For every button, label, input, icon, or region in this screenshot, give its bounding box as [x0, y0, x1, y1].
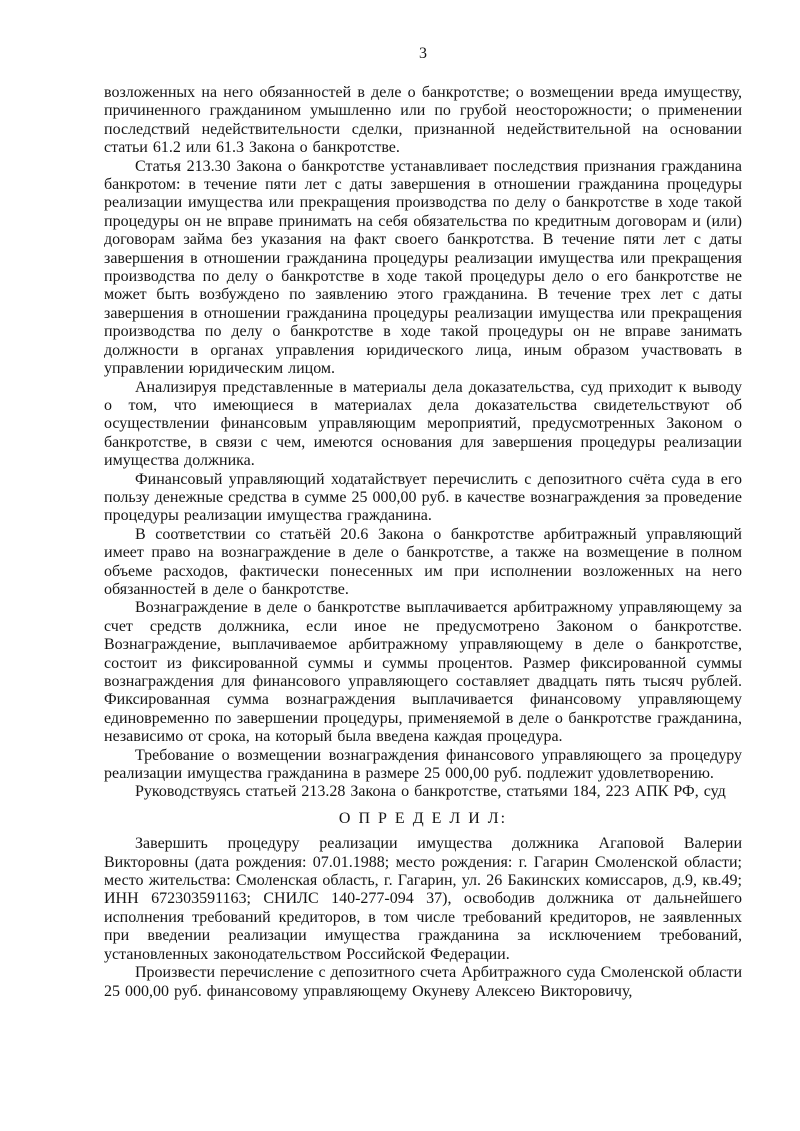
paragraph-manager-request: Финансовый управляющий ходатайствует перечислить с депозитного счёта суда в его пользу денежные средства в сумме 25 000,00 руб. в качестве вознаграждения за проведение процедуры реализации имущества гражданина.	[104, 470, 742, 525]
ruling-body	[104, 84, 742, 1001]
paragraph-article-20-6: В соответствии со статьёй 20.6 Закона о банкротстве арбитражный управляющий имеет право на вознаграждение в деле о банкротстве, а также на возмещение в полном объеме расходов, фактически понесенных им при исполнении возложенных на него обязанностей в деле о банкротстве.	[104, 525, 742, 598]
paragraph-remuneration-rules: Вознаграждение в деле о банкротстве выплачивается арбитражному управляющему за счет средств должника, если иное не предусмотрено Законом о банкротстве. Вознаграждение, выплачиваемое арбитражному управляющему в деле о банкротстве, состоит из фиксированной суммы и суммы процентов. Размер фиксированной суммы вознаграждения для финансового управляющего составляет двадцать пять тысяч рублей. Фиксированная сумма вознаграждения выплачивается финансовому управляющему единовременно по завершении процедуры, применяемой в деле о банкротстве гражданина, независимо от срока, на который была введена каждая процедура.	[104, 599, 742, 746]
paragraph-court-analysis: Анализируя представленные в материалы дела доказательства, суд приходит к выводу о том, что имеющиеся в материалах дела доказательства свидетельствуют об осуществлении финансовым управляющим мероприятий, предусмотренных Законом о банкротстве, в связи с чем, имеются основания для завершения процедуры реализации имущества должника.	[104, 378, 742, 470]
paragraph-transfer-payment: Произвести перечисление с депозитного счета Арбитражного суда Смоленской области 25 000,00 руб. финансовому управляющему Окуневу Алексею Викторовичу,	[104, 964, 742, 1000]
paragraph-remuneration-claim: Требование о возмещении вознаграждения финансового управляющего за процедуру реализации имущества гражданина в размере 25 000,00 руб. подлежит удовлетворению.	[104, 746, 742, 783]
paragraph-complete-procedure: Завершить процедуру реализации имущества должника Агаповой Валерии Викторовны (дата рождения: 07.01.1988; место рождения: г. Гагарин Смоленской области; место жительства: Смоленская область, г. Гагарин, ул. 26 Бакинских комиссаров, д.9, кв.49; ИНН 672303591163; СНИЛС 140-277-094 37), освободив должника от дальнейшего исполнения требований кредиторов, в том числе требований кредиторов, не заявленных при введении реализации имущества гражданина за исключением требований, установленных законодательством Российской Федерации.	[104, 835, 742, 963]
ruling-heading: О П Р Е Д Е Л И Л:	[338, 809, 508, 827]
paragraph-guided-by: Руководствуясь статьей 213.28 Закона о банкротстве, статьями 184, 223 АПК РФ, суд	[135, 783, 726, 801]
paragraph-continuation: возложенных на него обязанностей в деле о банкротстве; о возмещении вреда имуществу, причиненного гражданином умышленно или по грубой неосторожности; о применении последствий недействительности сделки, признанной недействительной на основании статьи 61.2 или 61.3 Закона о банкротстве.	[104, 84, 742, 157]
page-number: 3	[419, 45, 427, 62]
paragraph-article-213-30: Статья 213.30 Закона о банкротстве устанавливает последствия признания гражданина банкротом: в течение пяти лет с даты завершения в отношении гражданина процедуры реализации имущества или прекращения производства по делу о банкротстве в ходе такой процедуры он не вправе принимать на себя обязательства по кредитным договорам и (или) договорам займа без указания на факт своего банкротства. В течение пяти лет с даты завершения в отношении гражданина процедуры реализации имущества или прекращения производства по делу о банкротстве в ходе такой процедуры дело о его банкротстве не может быть возбуждено по заявлению этого гражданина. В течение трех лет с даты завершения в отношении гражданина процедуры реализации имущества или прекращения производства по делу о банкротстве в ходе такой процедуры он не вправе занимать должности в органах управления юридического лица, иным образом участвовать в управлении юридическим лицом.	[104, 157, 742, 378]
